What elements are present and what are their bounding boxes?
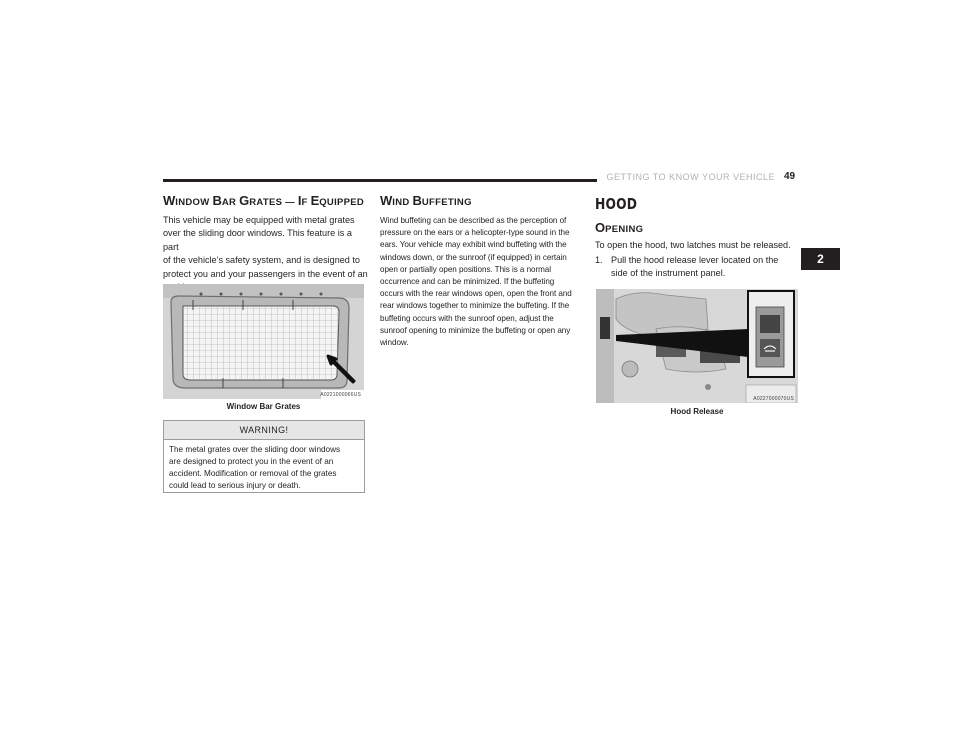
hood-release-figure [596, 289, 798, 403]
window-bar-grates-heading: WINDOW BAR GRATES — IF EQUIPPED [163, 193, 365, 208]
warning-box [163, 420, 365, 493]
figure-caption: Hood Release [670, 407, 724, 416]
opening-heading: OPENING [595, 220, 644, 235]
page-number: 49 [784, 171, 796, 182]
warning-text: The metal grates over the sliding door windows are designed to protect you in the event of an accident. Modification or removal of the grates could lead to serious injury or death. [169, 445, 341, 490]
section-title: GETTING TO KNOW YOUR VEHICLE [606, 172, 775, 182]
figure-code: A0221000066US [320, 392, 361, 398]
window-grate-illustration [163, 284, 364, 399]
chapter-tab[interactable]: 2 [801, 248, 840, 270]
figure-code: A0227000070US [753, 396, 794, 402]
header-rule [163, 179, 597, 182]
hood-release-illustration [596, 289, 798, 403]
hood-intro: To open the hood, two latches must be released. [595, 240, 791, 250]
figure-caption: Window Bar Grates [226, 402, 301, 411]
step-1-text: Pull the hood release lever located on the side of the instrument panel. [611, 255, 779, 279]
wind-buffeting-paragraph: Wind buffeting can be described as the perception of pressure on the ears or a helicopter-type sound in the ears. Your vehicle may exhibit wind buffeting with the windows down, or the sunroof (if equipped) in certain open or partially open positions. This is a normal occurrence and can be minimized. If the buffeting occurs with the rear windows open, open the front and rear windows together to minimize the buffeting. If the buffeting occurs with the sunroof open, adjust the sunroof opening to minimize the buffeting or open any window. [380, 216, 572, 348]
wind-buffeting-heading: WIND BUFFETING [380, 193, 472, 208]
warning-title: WARNING! [164, 421, 364, 440]
window-bar-grates-paragraph: This vehicle may be equipped with metal grates over the sliding door windows. This feature is a part of the vehicle’s safety system, and is designed to protect you and your passengers in the event of an [163, 215, 368, 279]
step-number: 1. [595, 255, 603, 265]
hood-title: HOOD [595, 195, 638, 213]
window-bar-grates-figure [163, 284, 364, 399]
